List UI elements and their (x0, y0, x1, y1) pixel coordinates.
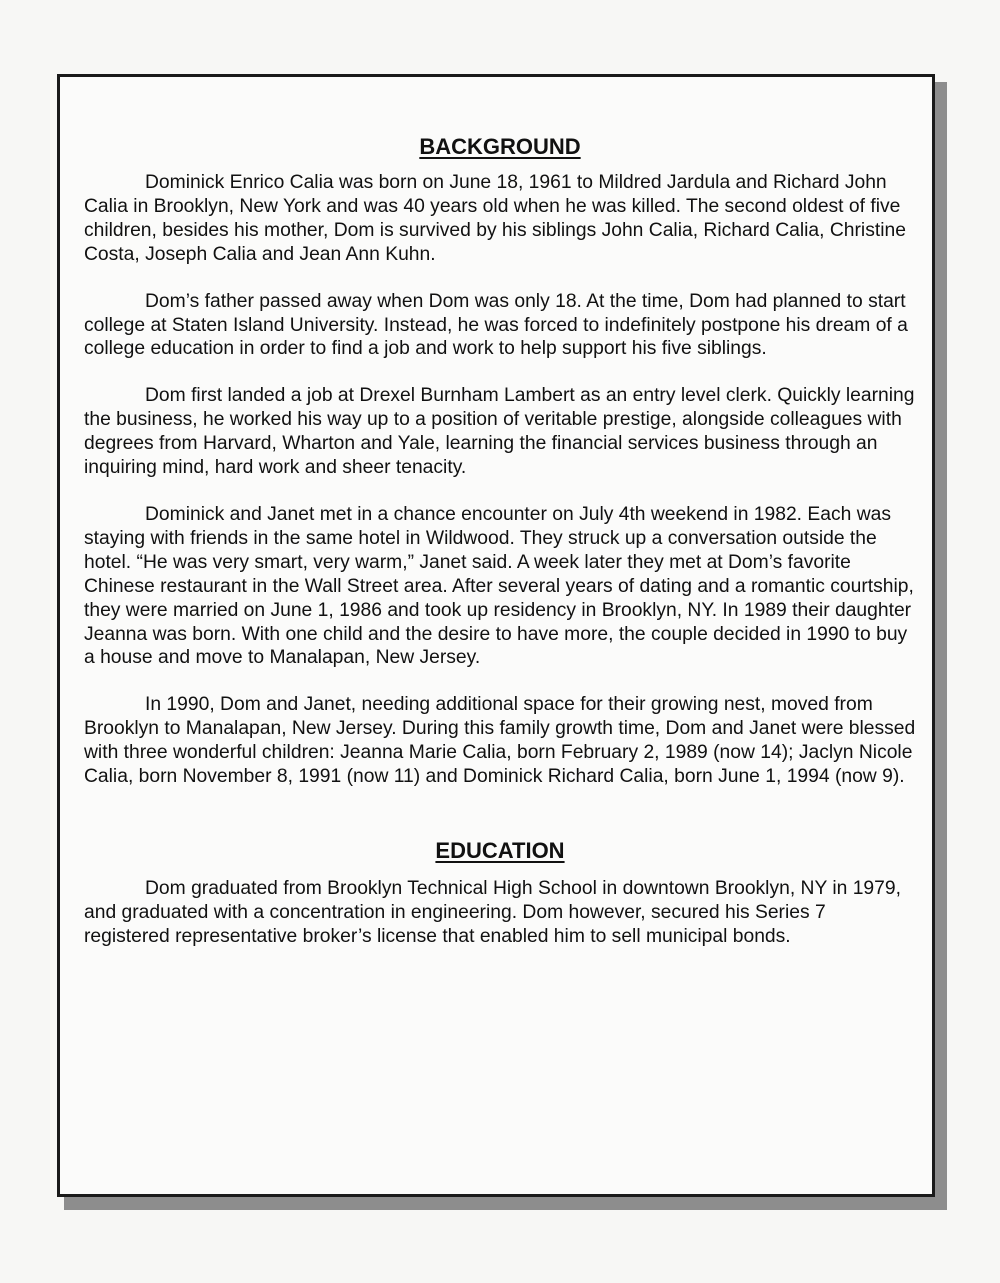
background-paragraph: In 1990, Dom and Janet, needing additional space for their growing nest, moved from Brooklyn to Manalapan, New Jersey. During this family growth time, Dom and Janet were blessed with three wonderful children: Jeanna Marie Calia, born February 2, 1989 (now 14); Jaclyn Nicole Calia, born November 8, 1991 (now 11) and Dominick Richard Calia, born June 1, 1994 (now 9). (84, 694, 916, 788)
background-paragraph: Dom first landed a job at Drexel Burnham Lambert as an entry level clerk. Quickly learning the business, he worked his way up to a position of veritable prestige, alongside colleagues with degrees from Harvard, Wharton and Yale, learning the financial services business through an inquiring mind, hard work and sheer tenacity. (84, 385, 915, 479)
background-paragraph: Dominick and Janet met in a chance encounter on July 4th weekend in 1982. Each was staying with friends in the same hotel in Wildwood. They struck up a conversation outside the hotel. “He was very smart, very warm,” Janet said. A week later they met at Dom’s favorite Chinese restaurant in the Wall Street area. After several years of dating and a romantic courtship, they were married on June 1, 1986 and took up residency in Brooklyn, NY. In 1989 their daughter Jeanna was born. With one child and the desire to have more, the couple decided in 1990 to buy a house and move to Manalapan, New Jersey. (84, 503, 914, 669)
education-paragraph: Dom graduated from Brooklyn Technical High School in downtown Brooklyn, NY in 1979, and graduated with a concentration in engineering. Dom however, secured his Series 7 registered representative broker’s license that enabled him to sell municipal bonds. (84, 877, 901, 947)
education-heading: EDUCATION (435, 837, 565, 863)
background-heading: BACKGROUND (419, 134, 581, 159)
background-paragraph: Dom’s father passed away when Dom was only 18. At the time, Dom had planned to start college at Staten Island University. Instead, he was forced to indefinitely postpone his dream of a college education in order to find a job and work to help support his five siblings. (84, 290, 908, 360)
document-frame (57, 74, 935, 1197)
background-paragraph: Dominick Enrico Calia was born on June 18, 1961 to Mildred Jardula and Richard John Calia in Brooklyn, New York and was 40 years old when he was killed. The second oldest of five children, besides his mother, Dom is survived by his siblings John Calia, Richard Calia, Christine Costa, Joseph Calia and Jean Ann Kuhn. (84, 172, 906, 265)
document-content (84, 133, 916, 949)
